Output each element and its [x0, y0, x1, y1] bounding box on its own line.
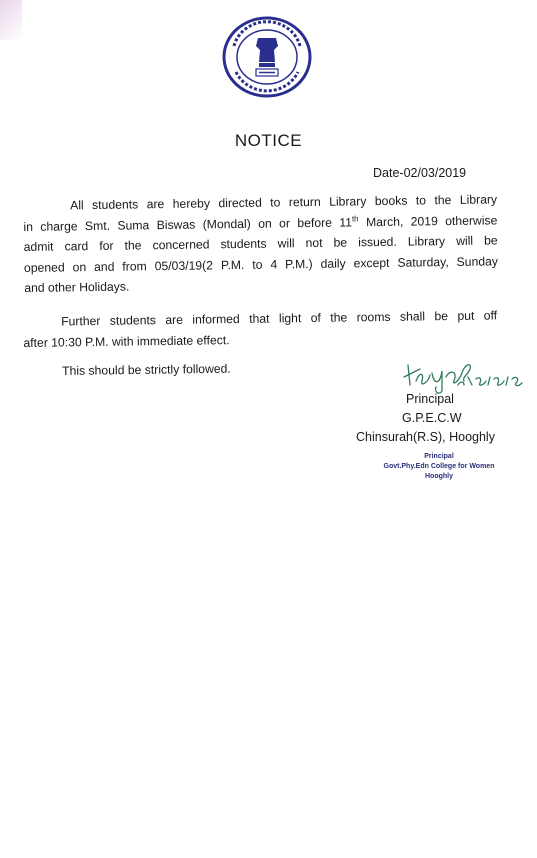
scan-edge-mark — [0, 0, 22, 40]
notice-title: NOTICE — [234, 131, 303, 150]
paragraph-line-text: March, 2019 otherwise — [358, 212, 498, 229]
paragraph-line-text: in charge Smt. Suma Biswas (Mondal) on or before 11 — [23, 214, 353, 234]
notice-paragraph-2 — [23, 305, 498, 353]
notice-date: Date-02/03/2019 — [373, 166, 467, 180]
signatory-title: Principal — [406, 392, 454, 406]
signatory-college: G.P.E.C.W — [402, 411, 462, 425]
signatory-location: Chinsurah(R.S), Hooghly — [356, 430, 495, 444]
paragraph-line: Further students are informed that light of the rooms shall be put off — [61, 308, 498, 329]
stamp-line: Principal — [424, 453, 454, 460]
stamp-line: Govt.Phy.Edn College for Women — [383, 463, 495, 470]
paragraph-line: and other Holidays. — [24, 279, 130, 295]
official-stamp — [364, 452, 514, 482]
ordinal-suffix: th — [351, 213, 359, 223]
stamp-line: Hooghly — [425, 473, 453, 480]
paragraph-line: All students are hereby directed to return Library books to the Library — [70, 192, 498, 213]
notice-paragraph-3: This should be strictly followed. — [62, 361, 231, 378]
college-seal-logo — [222, 16, 312, 98]
notice-paragraph-1 — [23, 189, 498, 298]
paragraph-line: after 10:30 P.M. with immediate effect. — [23, 332, 230, 350]
paragraph-line: admit card for the concerned students will not be issued. Library will be — [23, 233, 498, 254]
paragraph-line: opened on and from 05/03/19(2 P.M. to 4 P.M.) daily except Saturday, Sunday — [23, 253, 499, 275]
